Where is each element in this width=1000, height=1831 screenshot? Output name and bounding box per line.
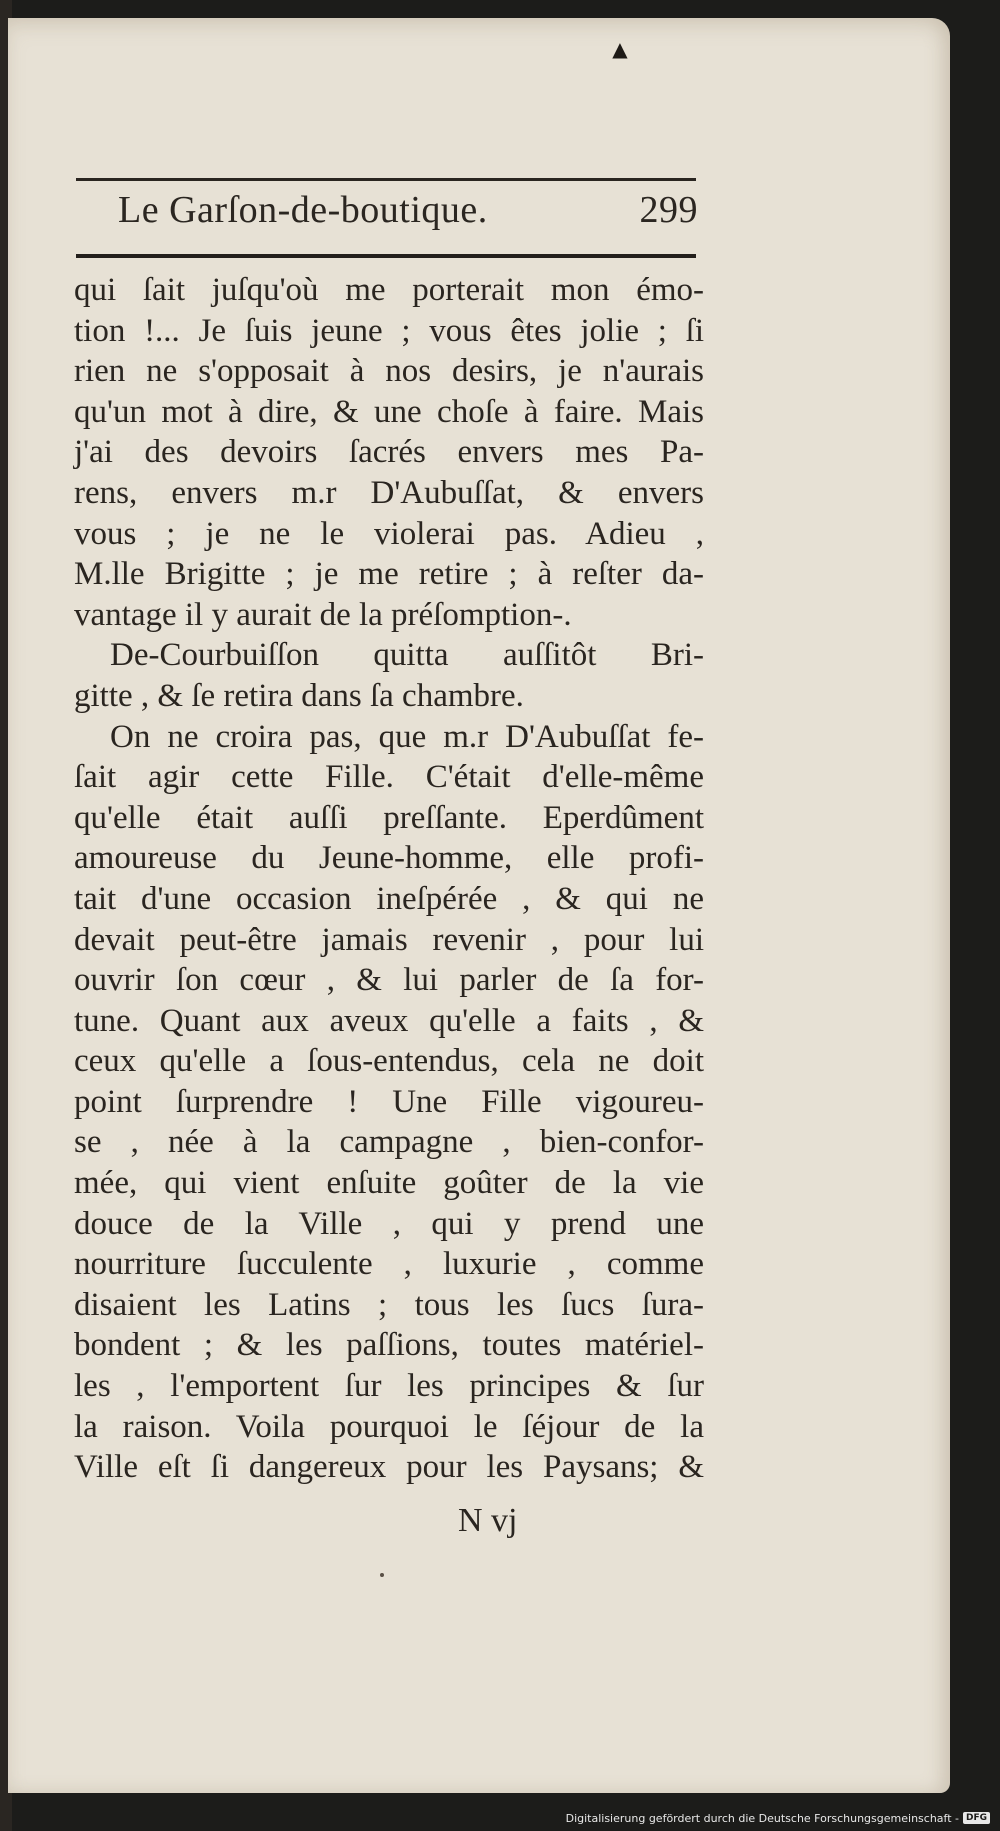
body-text [74, 270, 704, 1488]
text-line: rens, envers m.r D'Aubuſſat, & envers [74, 474, 704, 511]
paragraph-start: De-Courbuiſſon quitta auſſitôt Bri- [110, 637, 704, 674]
text-line: la raison. Voila pourquoi le ſéjour de la [74, 1408, 704, 1445]
text-line: rien ne s'opposait à nos desirs, je n'aurais [74, 353, 704, 390]
text-line: se , née à la campagne , bien-confor- [74, 1124, 704, 1161]
text-line: qu'un mot à dire, & une choſe à faire. Mais [74, 393, 704, 430]
text-line: tait d'une occasion ineſpérée , & qui ne [74, 880, 704, 917]
text-line: point ſurprendre ! Une Fille vigoureu- [74, 1083, 704, 1120]
text-line: qui ſait juſqu'où me porterait mon émo- [74, 272, 704, 308]
dfg-logo: DFG [963, 1812, 990, 1824]
text-line: nourriture ſucculente , luxurie , comme [74, 1246, 704, 1283]
footer-text: Digitalisierung gefördert durch die Deutsche Forschungsgemeinschaft - [565, 1811, 959, 1825]
text-line: M.lle Brigitte ; je me retire ; à reſter da- [74, 556, 704, 593]
text-line: qu'elle était auſſi preſſante. Eperdûment [74, 799, 704, 836]
running-head [118, 184, 708, 240]
text-line: j'ai des devoirs ſacrés envers mes Pa- [74, 434, 704, 471]
text-line: gitte , & ſe retira dans ſa chambre. [74, 677, 524, 714]
header-rule-bottom [76, 254, 696, 258]
text-line: vous ; je ne le violerai pas. Adieu , [74, 515, 704, 552]
page-number: 299 [639, 189, 698, 231]
text-line: disaient les Latins ; tous les ſucs ſura- [74, 1286, 704, 1323]
text-line: tune. Quant aux aveux qu'elle a faits , & [74, 1002, 704, 1039]
text-line: ſait agir cette Fille. C'était d'elle-même [74, 759, 704, 796]
text-line: mée, qui vient enſuite goûter de la vie [74, 1165, 704, 1202]
text-line: ouvrir ſon cœur , & lui parler de ſa for- [74, 962, 704, 999]
header-rule-top [76, 178, 696, 181]
text-line: bondent ; & les paſſions, toutes matériel- [74, 1327, 704, 1364]
text-line: amoureuse du Jeune-homme, elle profi- [74, 840, 704, 877]
text-line: vantage il y aurait de la préſomption-. [74, 596, 572, 633]
ink-mark: ▲ [612, 37, 628, 61]
book-page [8, 18, 950, 1793]
text-line: ceux qu'elle a ſous-entendus, cela ne doit [74, 1043, 704, 1080]
running-title: Le Garſon-de-boutique. [118, 189, 488, 231]
text-line: douce de la Ville , qui y prend une [74, 1205, 704, 1242]
footer-credit [566, 1809, 990, 1827]
ink-speck [380, 1573, 384, 1577]
text-line: Ville eſt ſi dangereux pour les Paysans; & [74, 1449, 704, 1486]
text-line: les , l'emportent ſur les principes & ſur [74, 1368, 704, 1405]
text-line: tion !... Je ſuis jeune ; vous êtes jolie ; ſi [74, 312, 704, 349]
paragraph-start: On ne croira pas, que m.r D'Aubuſſat fe- [110, 718, 704, 755]
text-line: devait peut-être jamais revenir , pour lui [74, 921, 704, 958]
signature-mark: N vj [458, 1502, 518, 1539]
